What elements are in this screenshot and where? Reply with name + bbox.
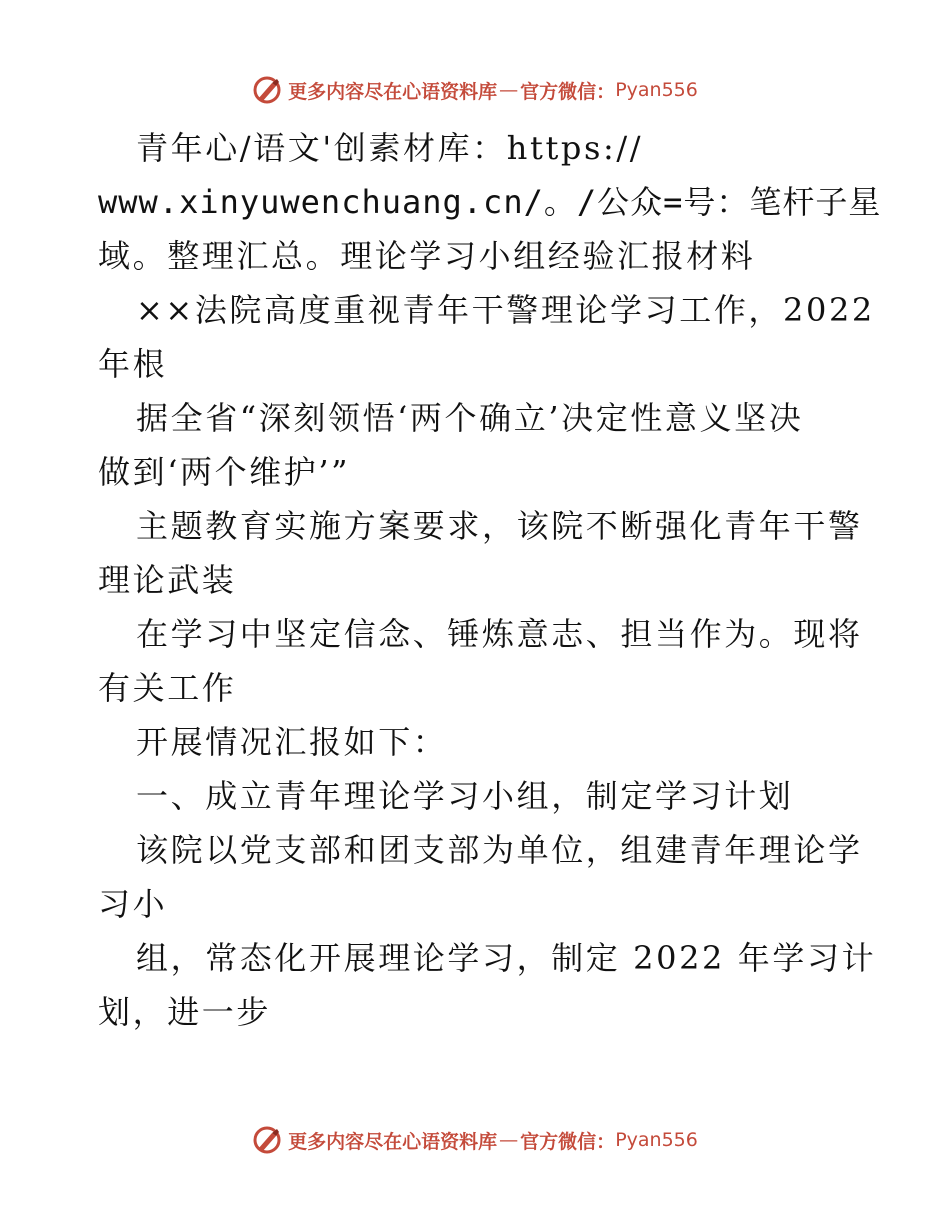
- footer-watermark-banner: [0, 1120, 950, 1160]
- paragraph-line: 据全省“深刻领悟‘两个确立’决定性意义坚决: [136, 399, 804, 437]
- paragraph-line: 理论武装: [98, 561, 237, 599]
- banner-dash: —: [499, 79, 519, 101]
- paragraph-line: 该院以党支部和团支部为单位，组建青年理论学: [136, 831, 863, 869]
- banner-contact-label: 官方微信：: [520, 80, 616, 103]
- paragraph-line: 习小: [98, 885, 168, 923]
- banner-brand-text: 更多内容尽在心语资料库: [288, 80, 498, 103]
- header-watermark-banner: [0, 70, 950, 110]
- banner-contact-id: Pyan556: [615, 79, 698, 101]
- paragraph-line: 在学习中坚定信念、锤炼意志、担当作为。现将: [136, 615, 863, 653]
- banner-contact-id: Pyan556: [615, 1129, 698, 1151]
- banner-dash: —: [499, 1129, 519, 1151]
- paragraph-line: 域。整理汇总。理论学习小组经验汇报材料: [98, 237, 756, 275]
- paragraph-line: 有关工作: [98, 669, 237, 707]
- paragraph-line: 做到‘两个维护’”: [98, 453, 351, 491]
- paragraph-line: www.xinyuwenchuang.cn/。/公众=号：笔杆子星: [98, 183, 882, 221]
- paragraph-line: 青年心/语文'创素材库：https://: [136, 129, 644, 167]
- document-body: [98, 121, 882, 1039]
- paragraph-line: ××法院高度重视青年干警理论学习工作，2022: [136, 291, 875, 329]
- section-heading: 一、成立青年理论学习小组，制定学习计划: [136, 777, 794, 815]
- pen-logo-icon: [252, 75, 282, 105]
- paragraph-line: 年根: [98, 345, 168, 383]
- paragraph-line: 划，进一步: [98, 993, 272, 1031]
- pen-logo-icon: [252, 1125, 282, 1155]
- paragraph-line: 主题教育实施方案要求，该院不断强化青年干警: [136, 507, 863, 545]
- banner-contact-label: 官方微信：: [520, 1130, 616, 1153]
- paragraph-line: 组，常态化开展理论学习，制定 2022 年学习计: [136, 939, 877, 977]
- banner-brand-text: 更多内容尽在心语资料库: [288, 1130, 498, 1153]
- paragraph-line: 开展情况汇报如下：: [136, 723, 448, 761]
